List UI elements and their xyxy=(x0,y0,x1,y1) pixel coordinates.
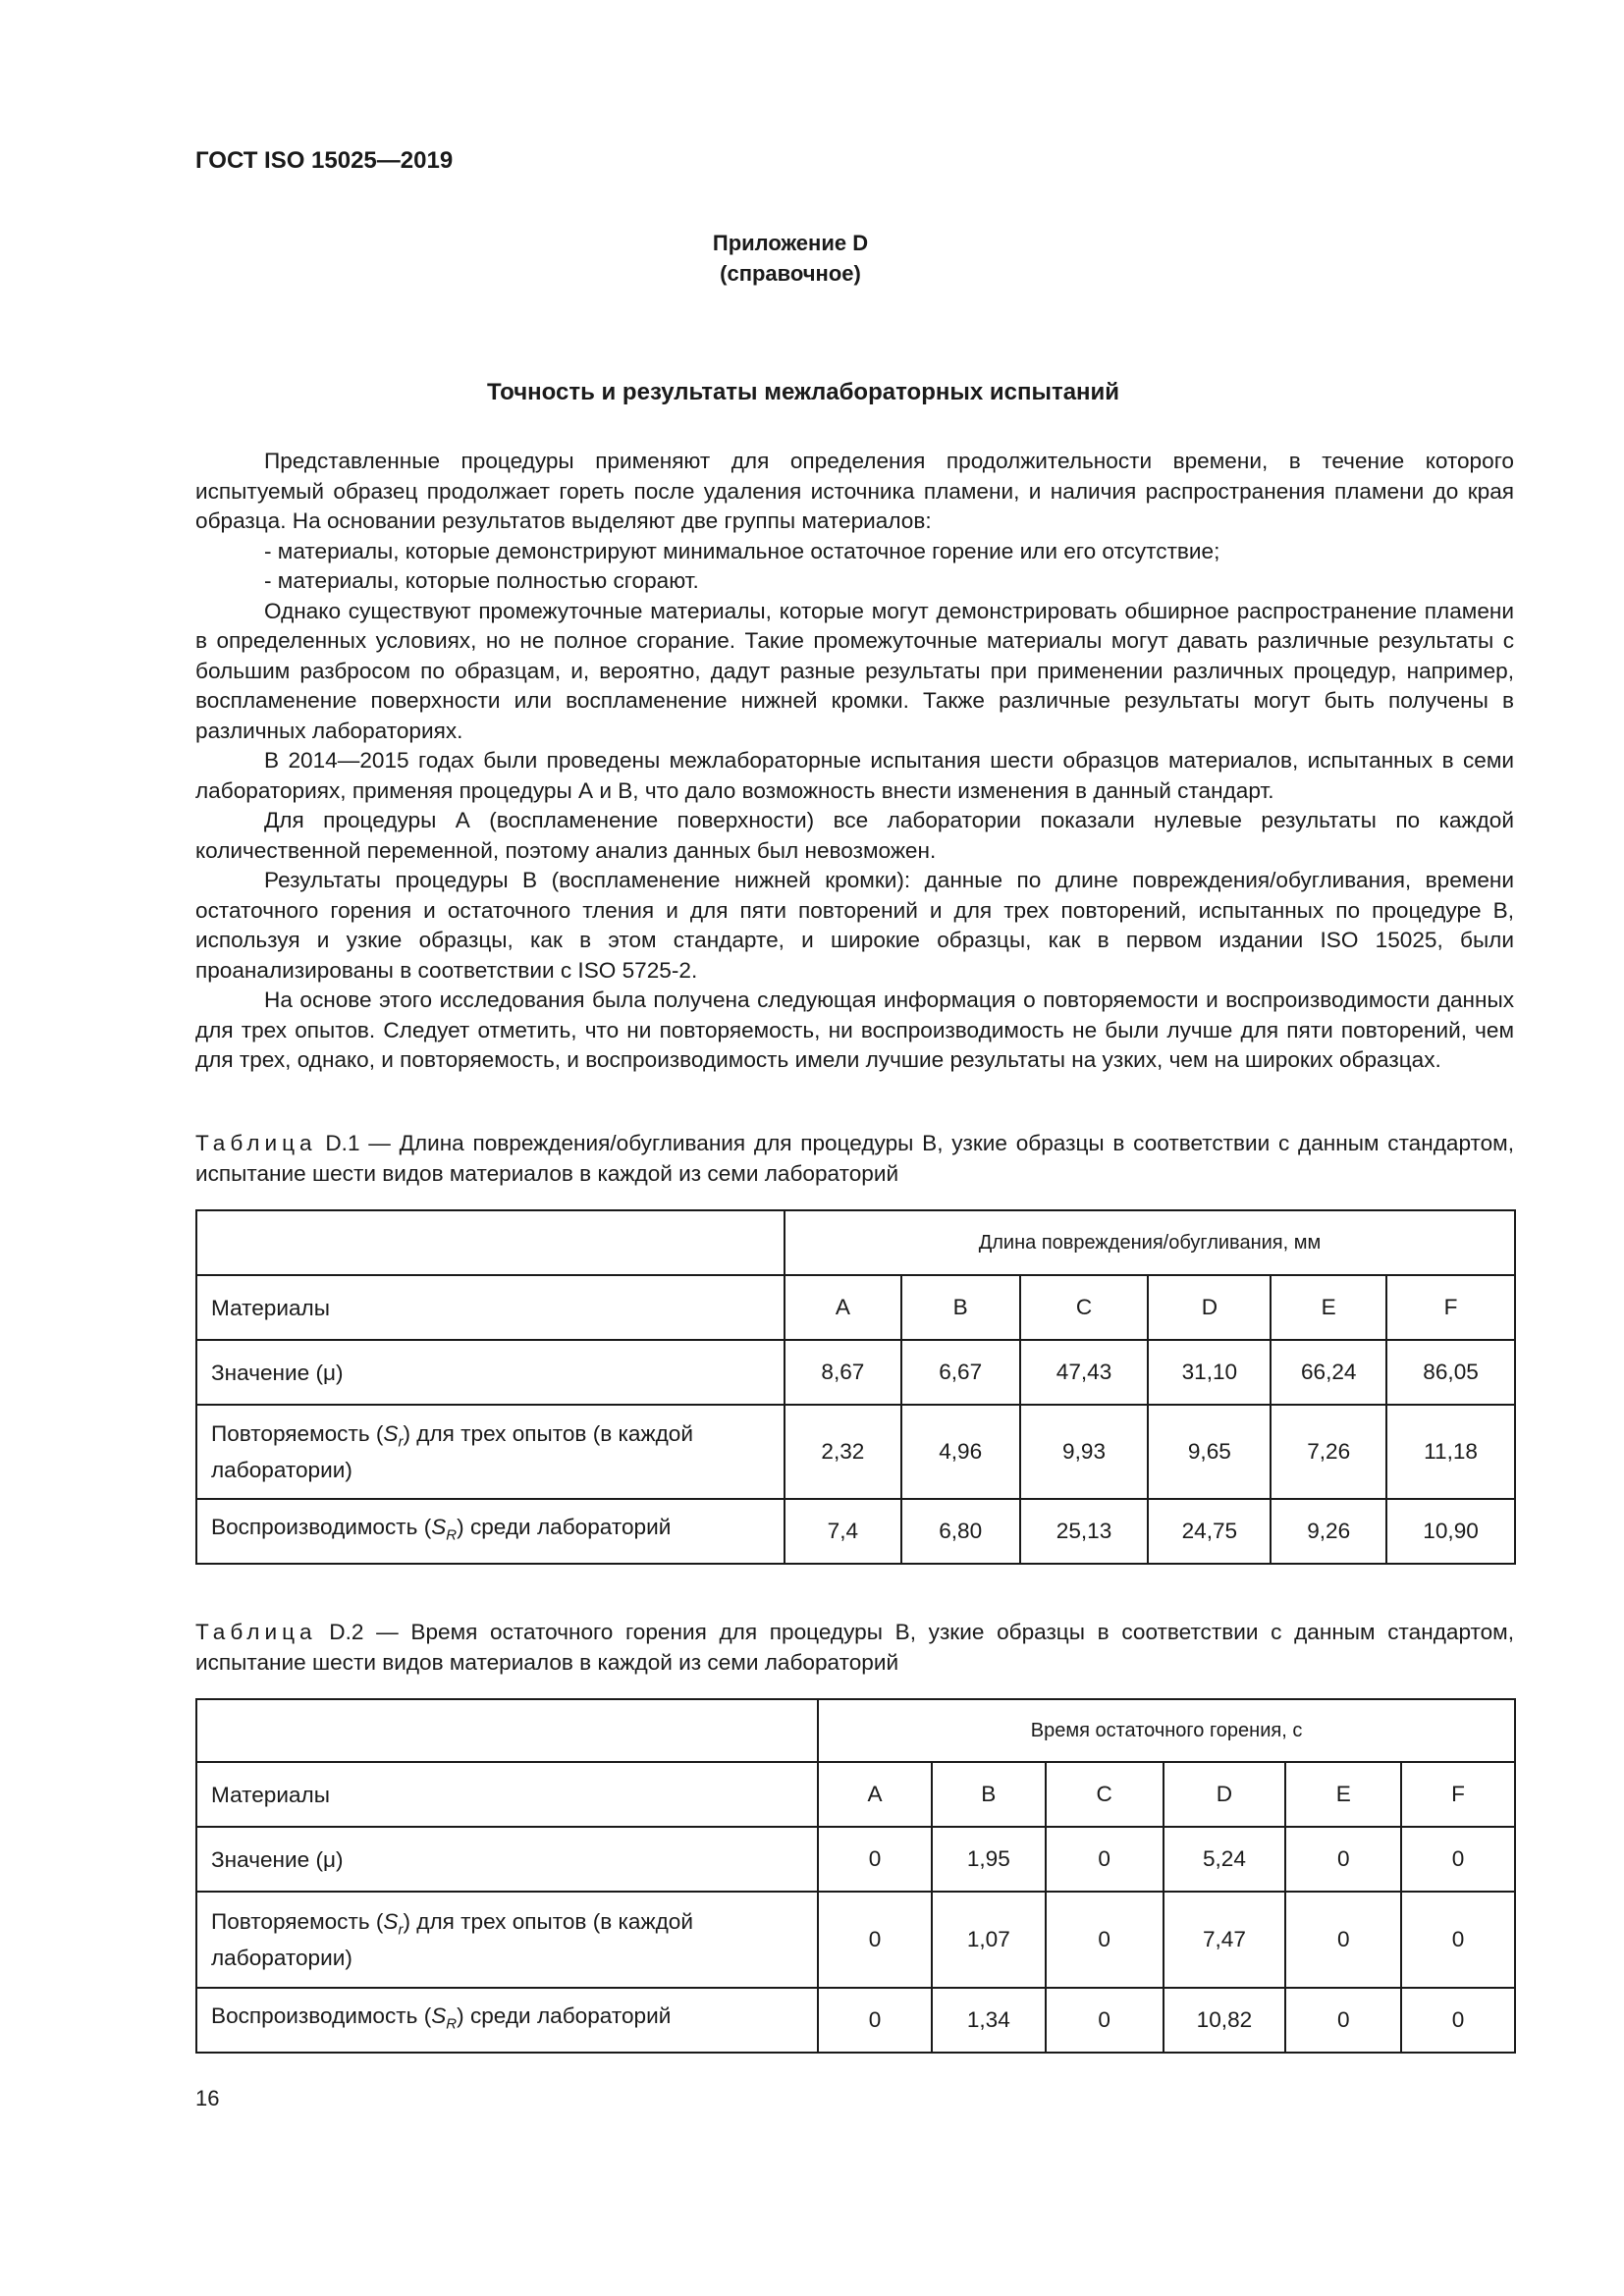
table2-cell: 1,95 xyxy=(932,1827,1046,1892)
table1-cell: 9,65 xyxy=(1148,1405,1271,1499)
section-title: Точность и результаты межлабораторных испытаний xyxy=(487,379,1120,405)
table1-row-label: Воспроизводимость $(S_R)$ среди лабораторий xyxy=(196,1499,785,1564)
table-row xyxy=(196,1340,1515,1405)
table2-col-header: E xyxy=(1285,1762,1401,1827)
table1-cell: 9,26 xyxy=(1271,1499,1386,1564)
table1-cell: 47,43 xyxy=(1020,1340,1149,1405)
table2-cell: 0 xyxy=(1285,1827,1401,1892)
appendix-subtitle: (справочное) xyxy=(720,261,861,286)
table2-cell: 5,24 xyxy=(1164,1827,1286,1892)
table2-caption-text: D.2 — Время остаточного горения для процедуры В, узкие образцы в соответствии с данным стандартом, испытание шести видов материалов в каждой из семи лабораторий xyxy=(195,1620,1514,1675)
paragraph: В 2014—2015 годах были проведены межлабораторные испытания шести образцов материалов, испытанных в семи лабораториях, применяя процедуры А и В, что дало возможность внести изменения в данный стандарт. xyxy=(195,748,1514,803)
table2-cell: 0 xyxy=(1046,1892,1164,1988)
table2-group-header: Время остаточного горения, с xyxy=(818,1699,1515,1762)
table2-cell: 0 xyxy=(1285,1988,1401,2053)
table1-col-header: A xyxy=(785,1275,901,1340)
table1-cell: 6,67 xyxy=(901,1340,1020,1405)
table1-row-label: Значение (μ) xyxy=(196,1340,785,1405)
page-number: 16 xyxy=(195,2086,220,2110)
table1-cell: 11,18 xyxy=(1386,1405,1515,1499)
table2-cell: 1,34 xyxy=(932,1988,1046,2053)
table1-col-header: E xyxy=(1271,1275,1386,1340)
table1-cell: 7,4 xyxy=(785,1499,901,1564)
table2-cell: 10,82 xyxy=(1164,1988,1286,2053)
table2-cell: 7,47 xyxy=(1164,1892,1286,1988)
table1-col-header: F xyxy=(1386,1275,1515,1340)
table2-cell: 0 xyxy=(1401,1892,1515,1988)
table2-cell: 0 xyxy=(818,1892,932,1988)
table2-blank-cell xyxy=(196,1699,818,1762)
table1-cell: 9,93 xyxy=(1020,1405,1149,1499)
table2-col-header: B xyxy=(932,1762,1046,1827)
table2-cell: 0 xyxy=(1285,1892,1401,1988)
body-text xyxy=(195,447,1514,1076)
appendix-title: Приложение D xyxy=(712,231,869,255)
table1-col-header: B xyxy=(901,1275,1020,1340)
table1-cell: 10,90 xyxy=(1386,1499,1515,1564)
list-item: - материалы, которые полностью сгорают. xyxy=(264,568,699,593)
table2-cell: 0 xyxy=(1401,1988,1515,2053)
table2-caption-prefix: Таблица xyxy=(195,1620,317,1644)
table1-col-header: C xyxy=(1020,1275,1149,1340)
list-item: - материалы, которые демонстрируют минимальное остаточное горение или его отсутствие; xyxy=(264,538,1220,563)
table1-col-header: D xyxy=(1148,1275,1271,1340)
table-row xyxy=(196,1405,1515,1499)
appendix-heading xyxy=(0,228,1624,289)
table2-row-header: Материалы xyxy=(196,1762,818,1827)
table1-blank-cell xyxy=(196,1210,785,1275)
table2-row-label: Повторяемость $(S_r)$ для трех опытов (в каждой лаборатории) xyxy=(196,1892,818,1988)
table1-group-header: Длина повреждения/обугливания, мм xyxy=(785,1210,1515,1275)
table2-cell: 0 xyxy=(1401,1827,1515,1892)
table2-row-label: Значение (μ) xyxy=(196,1827,818,1892)
table1-cell: 7,26 xyxy=(1271,1405,1386,1499)
table1-cell: 86,05 xyxy=(1386,1340,1515,1405)
table1-cell: 6,80 xyxy=(901,1499,1020,1564)
table2-cell: 0 xyxy=(818,1988,932,2053)
table1-cell: 8,67 xyxy=(785,1340,901,1405)
table-row xyxy=(196,1275,1515,1340)
paragraph: Однако существуют промежуточные материалы, которые могут демонстрировать обширное распространение пламени в определенных условиях, но не полное сгорание. Такие промежуточные материалы могут давать различные результаты с большим разбросом по образцам, и, вероятно, дадут разные результаты при применении различных процедур, например, воспламенение поверхности или воспламенение нижней кромки. Также различные результаты могут быть получены в различных лабораториях. xyxy=(195,598,1514,743)
table1-caption-prefix: Таблица xyxy=(195,1131,317,1155)
paragraph: На основе этого исследования была получена следующая информация о повторяемости и воспроизводимости данных для трех опытов. Следует отметить, что ни повторяемость, ни воспроизводимость не были лучше для пяти повторений, чем для трех, однако, и повторяемость, и воспроизводимость имели лучшие результаты на узких, чем на широких образцах. xyxy=(195,988,1514,1072)
table-row xyxy=(196,1499,1515,1564)
paragraph: Представленные процедуры применяют для определения продолжительности времени, в течение которого испытуемый образец продолжает гореть после удаления источника пламени, и наличия распространения пламени до края образца. На основании результатов выделяют две группы материалов: xyxy=(195,449,1514,533)
table1-cell: 25,13 xyxy=(1020,1499,1149,1564)
table-row xyxy=(196,1892,1515,1988)
table1 xyxy=(195,1209,1516,1565)
table-row xyxy=(196,1827,1515,1892)
paragraph: Для процедуры А (воспламенение поверхности) все лаборатории показали нулевые результаты по каждой количественной переменной, поэтому анализ данных был невозможен. xyxy=(195,808,1514,863)
table1-cell: 24,75 xyxy=(1148,1499,1271,1564)
table2-col-header: F xyxy=(1401,1762,1515,1827)
table2-row-label: Воспроизводимость $(S_R)$ среди лабораторий xyxy=(196,1988,818,2053)
table1-row-header: Материалы xyxy=(196,1275,785,1340)
table1-cell: 2,32 xyxy=(785,1405,901,1499)
table2-col-header: C xyxy=(1046,1762,1164,1827)
table1-caption-text: D.1 — Длина повреждения/обугливания для процедуры В, узкие образцы в соответствии с данным стандартом, испытание шести видов материалов в каждой из семи лабораторий xyxy=(195,1131,1514,1186)
table2-col-header: D xyxy=(1164,1762,1286,1827)
table2-cell: 0 xyxy=(818,1827,932,1892)
table2-cell: 0 xyxy=(1046,1988,1164,2053)
table2-cell: 0 xyxy=(1046,1827,1164,1892)
table-row xyxy=(196,1988,1515,2053)
table2-cell: 1,07 xyxy=(932,1892,1046,1988)
table1-cell: 31,10 xyxy=(1148,1340,1271,1405)
table-row xyxy=(196,1762,1515,1827)
paragraph: Результаты процедуры В (воспламенение нижней кромки): данные по длине повреждения/обугливания, времени остаточного горения и остаточного тления и для пяти повторений и для трех повторений, испытанных по процедуре В, используя и узкие образцы, как в этом стандарте, и широкие образцы, как в первом издании ISO 15025, были проанализированы в соответствии с ISO 5725-2. xyxy=(195,868,1514,983)
table2-col-header: A xyxy=(818,1762,932,1827)
document-header: ГОСТ ISO 15025—2019 xyxy=(195,147,454,174)
table2 xyxy=(195,1698,1516,2054)
table1-row-label: Повторяемость $(S_r)$ для трех опытов (в каждой лаборатории) xyxy=(196,1405,785,1499)
table1-cell: 4,96 xyxy=(901,1405,1020,1499)
table1-caption xyxy=(195,1129,1514,1189)
table1-cell: 66,24 xyxy=(1271,1340,1386,1405)
table2-caption xyxy=(195,1618,1514,1678)
